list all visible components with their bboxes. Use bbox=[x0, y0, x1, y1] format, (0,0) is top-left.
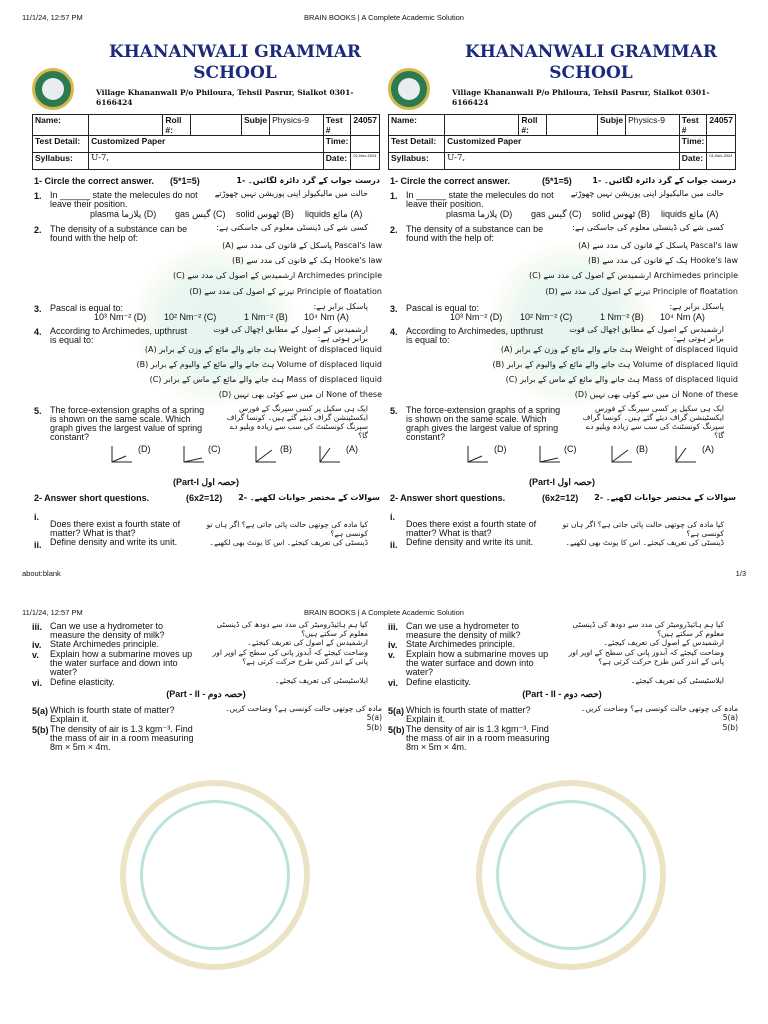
short-title-urdu: سوالات کے مختصر جوابات لکھیے۔ -2 bbox=[238, 493, 380, 502]
q2-text-urdu: کسی شے کی ڈینسٹی معلوم کی جاسکتی ہے: bbox=[216, 223, 368, 232]
sq-i-text: Does there exist a fourth state of matter? What is that? bbox=[406, 519, 537, 538]
q3-option-a[interactable]: 10⁴ Nm (A) bbox=[660, 312, 705, 322]
sq-iii-number: iii. bbox=[388, 622, 399, 632]
watermark-logo bbox=[120, 780, 310, 970]
sq-ii-text-urdu: ڈینسٹی کی تعریف کیجئے۔ اس کا یونٹ بھی لکھیے۔ bbox=[565, 538, 724, 547]
short-marks: (6x2=12) bbox=[186, 493, 223, 503]
sq-iv-number: iv. bbox=[388, 640, 398, 650]
q3-option-b[interactable]: 1 Nm⁻² (B) bbox=[600, 312, 644, 322]
short-title-urdu: سوالات کے مختصر جوابات لکھیے۔ -2 bbox=[594, 493, 736, 502]
detail-label: Test Detail: bbox=[33, 136, 89, 153]
school-logo-icon bbox=[388, 68, 430, 110]
sq-iv-number: iv. bbox=[32, 640, 42, 650]
q4-text-urdu: ارشمیدس کے اصول کے مطابق اچھال کی قوت برابر ہوتی ہے: bbox=[569, 325, 724, 343]
part-2-label: (Part - II - حصہ دوم) bbox=[166, 689, 246, 699]
sq-v-text-urdu: وضاحت کیجئے کہ آبدوز پانی کی سطح کے اوپر اور پانی کے اندر کس طرح حرکت کرتی ہے؟ bbox=[568, 648, 724, 666]
q1-option-d[interactable]: plasma پلازما (D) bbox=[90, 209, 157, 219]
mcq-title: 1- Circle the correct answer. bbox=[390, 176, 511, 186]
mcq-marks: (5*1=5) bbox=[542, 176, 572, 186]
q2-option-c[interactable]: Archimedes principle ارشمیدس کے اصول کی مدد سے (C) bbox=[172, 271, 382, 280]
print-url: about:blank bbox=[22, 569, 61, 578]
sq-v-text: Explain how a submarine moves up the water surface and down into water? bbox=[50, 649, 193, 677]
q5-text: The force-extension graphs of a spring is shown on the same scale. Which graph gives the largest value of spring constant? bbox=[50, 405, 205, 442]
q1-option-c[interactable]: gas گیس (C) bbox=[175, 209, 226, 219]
date-label: Date: bbox=[323, 153, 351, 170]
print-site-title: BRAIN BOOKS | A Complete Academic Solution bbox=[304, 13, 464, 22]
sq-iii-text-urdu: کیا ہم ہائیڈرومیٹر کی مدد سے دودھ کی ڈینسٹی معلوم کر سکتے ہیں؟ bbox=[216, 620, 368, 638]
school-logo-icon bbox=[32, 68, 74, 110]
q5-text-urdu: ایک ہی سکیل پر کسی سپرنگ کے فورس ایکسٹینشن گراف دیئے گئے ہیں۔ کونسا گراف سپرنگ کونسٹنٹ کی سب سے زیادہ ویلیو دے گا؟ bbox=[226, 404, 368, 440]
q3-text-urdu: پاسکل برابر ہے: bbox=[313, 302, 368, 311]
q5b-number: 5(b) bbox=[388, 725, 405, 735]
q4-option-c[interactable]: Mass of displaced liquid ہٹ جانے والے مائع کے ماس کے برابر (C) bbox=[149, 375, 382, 384]
short-title: 2- Answer short questions. bbox=[390, 493, 506, 503]
q5-number: 5. bbox=[34, 406, 42, 416]
q2-option-c[interactable]: Archimedes principle ارشمیدس کے اصول کی مدد سے (C) bbox=[528, 271, 738, 280]
q5-option-b[interactable]: (B) bbox=[280, 444, 292, 454]
student-info-table bbox=[32, 114, 380, 170]
q3-text-urdu: پاسکل برابر ہے: bbox=[669, 302, 724, 311]
name-field bbox=[89, 115, 163, 136]
q2-option-a[interactable]: Pascal's law پاسکل کے قانون کی مدد سے (A) bbox=[578, 241, 738, 250]
q2-number: 2. bbox=[390, 225, 398, 235]
sq-i-number: i. bbox=[390, 512, 396, 522]
roll-label: Roll #: bbox=[519, 115, 546, 136]
name-label: Name: bbox=[389, 115, 445, 136]
sq-i-text-urdu: کیا مادہ کی چوتھی حالت پائی جاتی ہے؟ اگر ہاں تو کونسی ہے؟ bbox=[206, 520, 368, 538]
q5a-text: Which is fourth state of matter? Explain it. bbox=[406, 705, 531, 724]
graph-d-icon bbox=[110, 446, 132, 464]
date-value: 01-Nov-2024 bbox=[351, 153, 380, 170]
print-site-title: BRAIN BOOKS | A Complete Academic Solution bbox=[304, 608, 464, 617]
q4-option-b[interactable]: Volume of displaced liquid ہٹ جانے والے مائع کے والیوم کے برابر (B) bbox=[136, 360, 382, 369]
q1-option-c[interactable]: gas گیس (C) bbox=[531, 209, 582, 219]
q5b-text: The density of air is 1.3 kgm⁻³. Find the mass of air in a room measuring 8m × 5m × 4m. bbox=[406, 724, 550, 752]
q3-number: 3. bbox=[390, 304, 398, 314]
subject-value: Physics-9 bbox=[626, 115, 680, 136]
sq-iii-number: iii. bbox=[32, 622, 43, 632]
test-value: 24057 bbox=[351, 115, 380, 136]
q2-option-a[interactable]: Pascal's law پاسکل کے قانون کی مدد سے (A) bbox=[222, 241, 382, 250]
name-field bbox=[445, 115, 519, 136]
school-address: Village Khananwali P/o Philoura, Tehsil Pasrur, Sialkot 0301-6166424 bbox=[452, 88, 710, 107]
graph-b-icon bbox=[610, 446, 632, 464]
subject-label: Subje bbox=[241, 115, 269, 136]
q3-number: 3. bbox=[34, 304, 42, 314]
q4-number: 4. bbox=[390, 327, 398, 337]
syllabus-label: Syllabus: bbox=[33, 153, 89, 170]
graph-c-icon bbox=[538, 446, 560, 464]
sq-vi-text-urdu: ایلاسٹیسٹی کی تعریف کیجئے۔ bbox=[274, 676, 368, 685]
sq-vi-text: Define elasticity. bbox=[406, 677, 471, 687]
print-footer bbox=[22, 569, 746, 578]
q2-text-urdu: کسی شے کی ڈینسٹی معلوم کی جاسکتی ہے: bbox=[572, 223, 724, 232]
roll-field bbox=[190, 115, 241, 136]
school-name: KHANANWALI GRAMMAR SCHOOL bbox=[108, 42, 362, 83]
sq-iii-text: Can we use a hydrometer to measure the density of milk? bbox=[406, 621, 521, 640]
sq-iv-text-urdu: ارشمیدس کے اصول کی تعریف کیجئے۔ bbox=[603, 638, 724, 647]
q4-option-b[interactable]: Volume of displaced liquid ہٹ جانے والے مائع کے والیوم کے برابر (B) bbox=[492, 360, 738, 369]
q5-text: The force-extension graphs of a spring is shown on the same scale. Which graph gives the largest value of spring constant? bbox=[406, 405, 561, 442]
q4-text: According to Archimedes, upthrust is equal to: bbox=[406, 326, 544, 345]
sq-vi-number: vi. bbox=[388, 678, 399, 688]
school-header bbox=[386, 0, 738, 107]
sq-v-text: Explain how a submarine moves up the water surface and down into water? bbox=[406, 649, 549, 677]
mcq-title: 1- Circle the correct answer. bbox=[34, 176, 155, 186]
print-page-2 bbox=[0, 600, 768, 1024]
school-address: Village Khananwali P/o Philoura, Tehsil Pasrur, Sialkot 0301-6166424 bbox=[96, 88, 354, 107]
sq-v-text-urdu: وضاحت کیجئے کہ آبدوز پانی کی سطح کے اوپر اور پانی کے اندر کس طرح حرکت کرتی ہے؟ bbox=[212, 648, 368, 666]
time-label: Time: bbox=[679, 136, 707, 153]
q4-text: According to Archimedes, upthrust is equal to: bbox=[50, 326, 188, 345]
q5a-number: 5(a) bbox=[32, 706, 49, 716]
q1-option-b[interactable]: solid ٹھوس (B) bbox=[236, 209, 294, 219]
paper-column-left bbox=[30, 0, 382, 586]
date-label: Date: bbox=[679, 153, 707, 170]
sq-vi-text: Define elasticity. bbox=[50, 677, 115, 687]
sq-ii-text: Define density and write its unit. bbox=[50, 537, 178, 547]
graph-d-icon bbox=[466, 446, 488, 464]
sq-ii-text: Define density and write its unit. bbox=[406, 537, 534, 547]
q5a-text-urdu: مادہ کی چوتھی حالت کونسی ہے؟ وضاحت کریں۔ (a)5 bbox=[581, 704, 738, 722]
print-datetime: 11/1/24, 12:57 PM bbox=[22, 13, 83, 22]
part-2-label: (Part - II - حصہ دوم) bbox=[522, 689, 602, 699]
q2-text: The density of a substance can be found with the help of: bbox=[406, 224, 544, 243]
test-label: Test # bbox=[323, 115, 351, 136]
sq-vi-text-urdu: ایلاسٹیسٹی کی تعریف کیجئے۔ bbox=[630, 676, 724, 685]
name-label: Name: bbox=[33, 115, 89, 136]
q5-option-a[interactable]: (A) bbox=[702, 444, 714, 454]
graph-b-icon bbox=[254, 446, 276, 464]
page-number: 1/3 bbox=[735, 569, 746, 578]
sq-iii-text: Can we use a hydrometer to measure the density of milk? bbox=[50, 621, 165, 640]
detail-value: Customized Paper bbox=[89, 136, 324, 153]
q2-option-b[interactable]: Hooke's law ہک کے قانون کی مدد سے (B) bbox=[588, 256, 738, 265]
q4-option-a[interactable]: Weight of displaced liquid ہٹ جانے والے مائع کے وزن کے برابر (A) bbox=[144, 345, 382, 354]
q4-text-urdu: ارشمیدس کے اصول کے مطابق اچھال کی قوت برابر ہوتی ہے: bbox=[213, 325, 368, 343]
q1-text-urdu: حالت میں مالیکیولز اپنی پوزیشن نہیں چھوڑتے bbox=[214, 189, 368, 198]
school-header bbox=[30, 0, 382, 107]
syllabus-value: U-7, bbox=[445, 153, 680, 170]
mcq-title-urdu: درست جواب کے گرد دائرہ لگائیں۔ -1 bbox=[592, 176, 736, 185]
q2-number: 2. bbox=[34, 225, 42, 235]
sq-iv-text: State Archimedes principle. bbox=[50, 639, 160, 649]
q5b-text: The density of air is 1.3 kgm⁻³. Find the mass of air in a room measuring 8m × 5m × 4m. bbox=[50, 724, 194, 752]
sq-i-text: Does there exist a fourth state of matter? What is that? bbox=[50, 519, 181, 538]
q5-option-a[interactable]: (A) bbox=[346, 444, 358, 454]
syllabus-label: Syllabus: bbox=[389, 153, 445, 170]
q1-number: 1. bbox=[390, 191, 398, 201]
q3-option-c[interactable]: 10² Nm⁻² (C) bbox=[520, 312, 573, 322]
part-1-label: (Part-I حصہ اول) bbox=[172, 477, 240, 487]
q1-text: In ______ state the melecules do not leave their position. bbox=[50, 190, 198, 209]
subject-value: Physics-9 bbox=[270, 115, 324, 136]
q4-number: 4. bbox=[34, 327, 42, 337]
q3-option-d[interactable]: 10³ Nm⁻² (D) bbox=[450, 312, 503, 322]
q2-text: The density of a substance can be found with the help of: bbox=[50, 224, 188, 243]
student-info-table bbox=[388, 114, 736, 170]
q5-option-b[interactable]: (B) bbox=[636, 444, 648, 454]
date-value: 01-Nov-2024 bbox=[707, 153, 736, 170]
graph-a-icon bbox=[318, 446, 340, 464]
q5b-text-urdu: (b)5 bbox=[366, 723, 382, 732]
q4-option-d[interactable]: None of these ان میں سے کوئی بھی نہیں (D) bbox=[218, 390, 382, 399]
q1-text-urdu: حالت میں مالیکیولز اپنی پوزیشن نہیں چھوڑتے bbox=[570, 189, 724, 198]
detail-label: Test Detail: bbox=[389, 136, 445, 153]
q3-option-b[interactable]: 1 Nm⁻² (B) bbox=[244, 312, 288, 322]
sq-ii-number: ii. bbox=[34, 540, 42, 550]
sq-iv-text: State Archimedes principle. bbox=[406, 639, 516, 649]
q5b-number: 5(b) bbox=[32, 725, 49, 735]
q5a-number: 5(a) bbox=[388, 706, 405, 716]
short-title: 2- Answer short questions. bbox=[34, 493, 150, 503]
detail-value: Customized Paper bbox=[445, 136, 680, 153]
sq-vi-number: vi. bbox=[32, 678, 43, 688]
q5b-text-urdu: (b)5 bbox=[722, 723, 738, 732]
q5-option-d[interactable]: (D) bbox=[494, 444, 507, 454]
q5-option-d[interactable]: (D) bbox=[138, 444, 151, 454]
q2-option-b[interactable]: Hooke's law ہک کے قانون کی مدد سے (B) bbox=[232, 256, 382, 265]
q1-number: 1. bbox=[34, 191, 42, 201]
q2-option-d[interactable]: Principle of floatation تیرنے کے اصول کی مدد سے (D) bbox=[545, 287, 738, 296]
graph-a-icon bbox=[674, 446, 696, 464]
q3-text: Pascal is equal to: bbox=[406, 303, 480, 313]
q1-option-a[interactable]: liquids مائع (A) bbox=[661, 209, 719, 219]
q2-option-d[interactable]: Principle of floatation تیرنے کے اصول کی مدد سے (D) bbox=[189, 287, 382, 296]
school-name: KHANANWALI GRAMMAR SCHOOL bbox=[464, 42, 718, 83]
q1-text: In ______ state the melecules do not leave their position. bbox=[406, 190, 554, 209]
q3-option-c[interactable]: 10² Nm⁻² (C) bbox=[164, 312, 217, 322]
sq-v-number: v. bbox=[388, 650, 395, 660]
q5-text-urdu: ایک ہی سکیل پر کسی سپرنگ کے فورس ایکسٹینشن گراف دیئے گئے ہیں۔ کونسا گراف سپرنگ کونسٹنٹ کی سب سے زیادہ ویلیو دے گا؟ bbox=[582, 404, 724, 440]
paper-column-right bbox=[386, 600, 738, 1024]
sq-iii-text-urdu: کیا ہم ہائیڈرومیٹر کی مدد سے دودھ کی ڈینسٹی معلوم کر سکتے ہیں؟ bbox=[572, 620, 724, 638]
test-label: Test # bbox=[679, 115, 707, 136]
syllabus-value: U-7, bbox=[89, 153, 324, 170]
paper-column-left bbox=[30, 600, 382, 1024]
sq-iv-text-urdu: ارشمیدس کے اصول کی تعریف کیجئے۔ bbox=[247, 638, 368, 647]
q5a-text-urdu: مادہ کی چوتھی حالت کونسی ہے؟ وضاحت کریں۔ (a)5 bbox=[225, 704, 382, 722]
graph-c-icon bbox=[182, 446, 204, 464]
q3-option-d[interactable]: 10³ Nm⁻² (D) bbox=[94, 312, 147, 322]
sq-ii-number: ii. bbox=[390, 540, 398, 550]
watermark-logo bbox=[476, 780, 666, 970]
time-label: Time: bbox=[323, 136, 351, 153]
sq-ii-text-urdu: ڈینسٹی کی تعریف کیجئے۔ اس کا یونٹ بھی لکھیے۔ bbox=[209, 538, 368, 547]
roll-field bbox=[546, 115, 597, 136]
q5a-text: Which is fourth state of matter? Explain it. bbox=[50, 705, 175, 724]
subject-label: Subje bbox=[597, 115, 625, 136]
paper-column-right bbox=[386, 0, 738, 586]
q1-option-d[interactable]: plasma پلازما (D) bbox=[446, 209, 513, 219]
mcq-title-urdu: درست جواب کے گرد دائرہ لگائیں۔ -1 bbox=[236, 176, 380, 185]
q5-option-c[interactable]: (C) bbox=[564, 444, 577, 454]
q1-option-a[interactable]: liquids مائع (A) bbox=[305, 209, 363, 219]
mcq-marks: (5*1=5) bbox=[170, 176, 200, 186]
short-marks: (6x2=12) bbox=[542, 493, 579, 503]
q5-number: 5. bbox=[390, 406, 398, 416]
q3-text: Pascal is equal to: bbox=[50, 303, 124, 313]
part-1-label: (Part-I حصہ اول) bbox=[528, 477, 596, 487]
test-value: 24057 bbox=[707, 115, 736, 136]
print-datetime: 11/1/24, 12:57 PM bbox=[22, 608, 83, 617]
q1-option-b[interactable]: solid ٹھوس (B) bbox=[592, 209, 650, 219]
q4-option-a[interactable]: Weight of displaced liquid ہٹ جانے والے مائع کے وزن کے برابر (A) bbox=[500, 345, 738, 354]
q4-option-c[interactable]: Mass of displaced liquid ہٹ جانے والے مائع کے ماس کے برابر (C) bbox=[505, 375, 738, 384]
q5-option-c[interactable]: (C) bbox=[208, 444, 221, 454]
q3-option-a[interactable]: 10⁴ Nm (A) bbox=[304, 312, 349, 322]
roll-label: Roll #: bbox=[163, 115, 190, 136]
sq-i-number: i. bbox=[34, 512, 40, 522]
sq-i-text-urdu: کیا مادہ کی چوتھی حالت پائی جاتی ہے؟ اگر ہاں تو کونسی ہے؟ bbox=[562, 520, 724, 538]
sq-v-number: v. bbox=[32, 650, 39, 660]
q4-option-d[interactable]: None of these ان میں سے کوئی بھی نہیں (D) bbox=[574, 390, 738, 399]
